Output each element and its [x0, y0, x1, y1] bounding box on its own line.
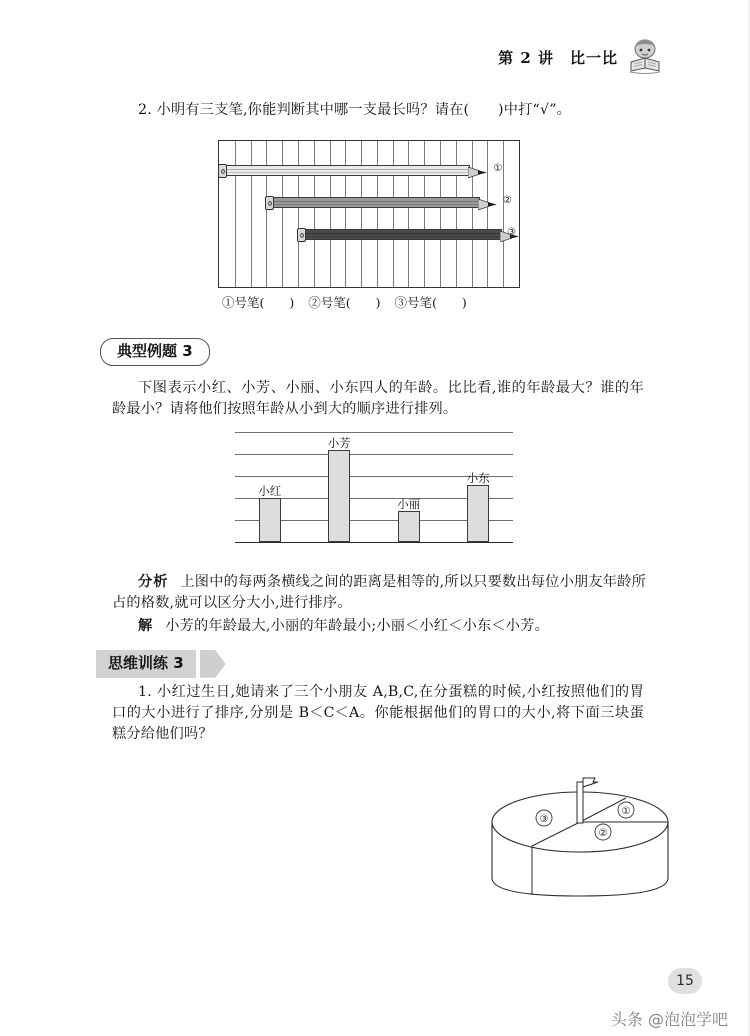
pencil-body — [266, 197, 480, 208]
pencil-body — [219, 165, 470, 176]
example-3-prompt: 下图表示小红、小芳、小丽、小东四人的年龄。比比看,谁的年龄最大？谁的年龄最小？请将他们按照年龄从小到大的顺序进行排列。 — [112, 380, 644, 417]
training-3-badge-label: 思维训练 3 — [96, 650, 196, 678]
pencil-answer-blanks — [222, 293, 522, 311]
page-number: 15 — [668, 968, 702, 994]
example-3-badge: 典型例题 3 — [100, 338, 210, 366]
watermark: 头条 @泡泡学吧 — [610, 1010, 728, 1029]
bar-label-小丽: 小丽 — [397, 497, 421, 512]
reading-child-icon — [628, 38, 662, 76]
chart-bars — [235, 432, 513, 542]
cake-slice-label-3: ③ — [539, 814, 549, 825]
pencil-body — [298, 229, 502, 240]
pencil-number-①: ① — [493, 163, 503, 174]
birthday-cake-figure — [480, 770, 690, 905]
question-2-text: 2. 小明有三支笔,你能判断其中哪一支最长吗？请在( )中打“√”。 — [138, 102, 572, 118]
cake-slice-label-2: ② — [598, 828, 608, 839]
pencil-tip — [478, 165, 487, 176]
analysis-body: 上图中的每两条横线之间的距离是相等的,所以只要数出每位小朋友年龄所占的格数,就可以区分大小,进行排序。 — [112, 574, 646, 611]
bar-label-小芳: 小芳 — [327, 435, 351, 450]
bar-label-小东: 小东 — [466, 470, 490, 485]
pencil-ferrule — [218, 164, 227, 178]
bar-label-小红: 小红 — [258, 484, 282, 498]
three-pencils-figure — [218, 140, 520, 288]
pencil-① — [219, 165, 487, 176]
pencil-② — [266, 197, 497, 208]
pencil-number-③: ③ — [507, 227, 516, 238]
chart-axis-line — [235, 542, 513, 543]
analysis-paragraph — [112, 572, 646, 614]
bar-小红 — [259, 498, 281, 542]
cake-slice-label-1: ① — [621, 806, 631, 817]
training-3-badge — [96, 650, 226, 678]
pencil-blank-3[interactable]: ③号笔( ) — [394, 295, 467, 310]
solution-paragraph — [112, 616, 646, 637]
analysis-keyword: 分析 — [138, 574, 169, 590]
pencil-grid-lines — [219, 141, 519, 287]
pencil-number-②: ② — [502, 195, 512, 206]
chevron-right-icon — [200, 650, 226, 678]
bar-小东 — [467, 485, 489, 542]
bar-小丽 — [398, 511, 420, 542]
age-bar-chart — [235, 432, 513, 542]
solution-body: 小芳的年龄最大,小丽的年龄最小;小丽＜小红＜小东＜小芳。 — [165, 618, 549, 634]
pencil-blank-2[interactable]: ②号笔( ) — [308, 295, 381, 310]
bar-小芳 — [328, 450, 350, 542]
pencil-③ — [298, 229, 519, 240]
pencil-ferrule — [265, 196, 274, 210]
pencil-ferrule — [297, 228, 306, 242]
training-3-question-1: 1. 小红过生日,她请来了三个小朋友 A,B,C,在分蛋糕的时候,小红按照他们的胃口的大小进行了排序,分别是 B＜C＜A。你能根据他们的胃口的大小,将下面三块蛋糕分给他们吗？ — [112, 684, 644, 742]
page-title: 第 2 讲 比一比 — [498, 49, 618, 67]
page-header — [0, 38, 750, 84]
pencil-tip — [488, 197, 497, 208]
solution-keyword: 解 — [138, 618, 154, 634]
pencil-blank-1[interactable]: ①号笔( ) — [222, 295, 295, 310]
